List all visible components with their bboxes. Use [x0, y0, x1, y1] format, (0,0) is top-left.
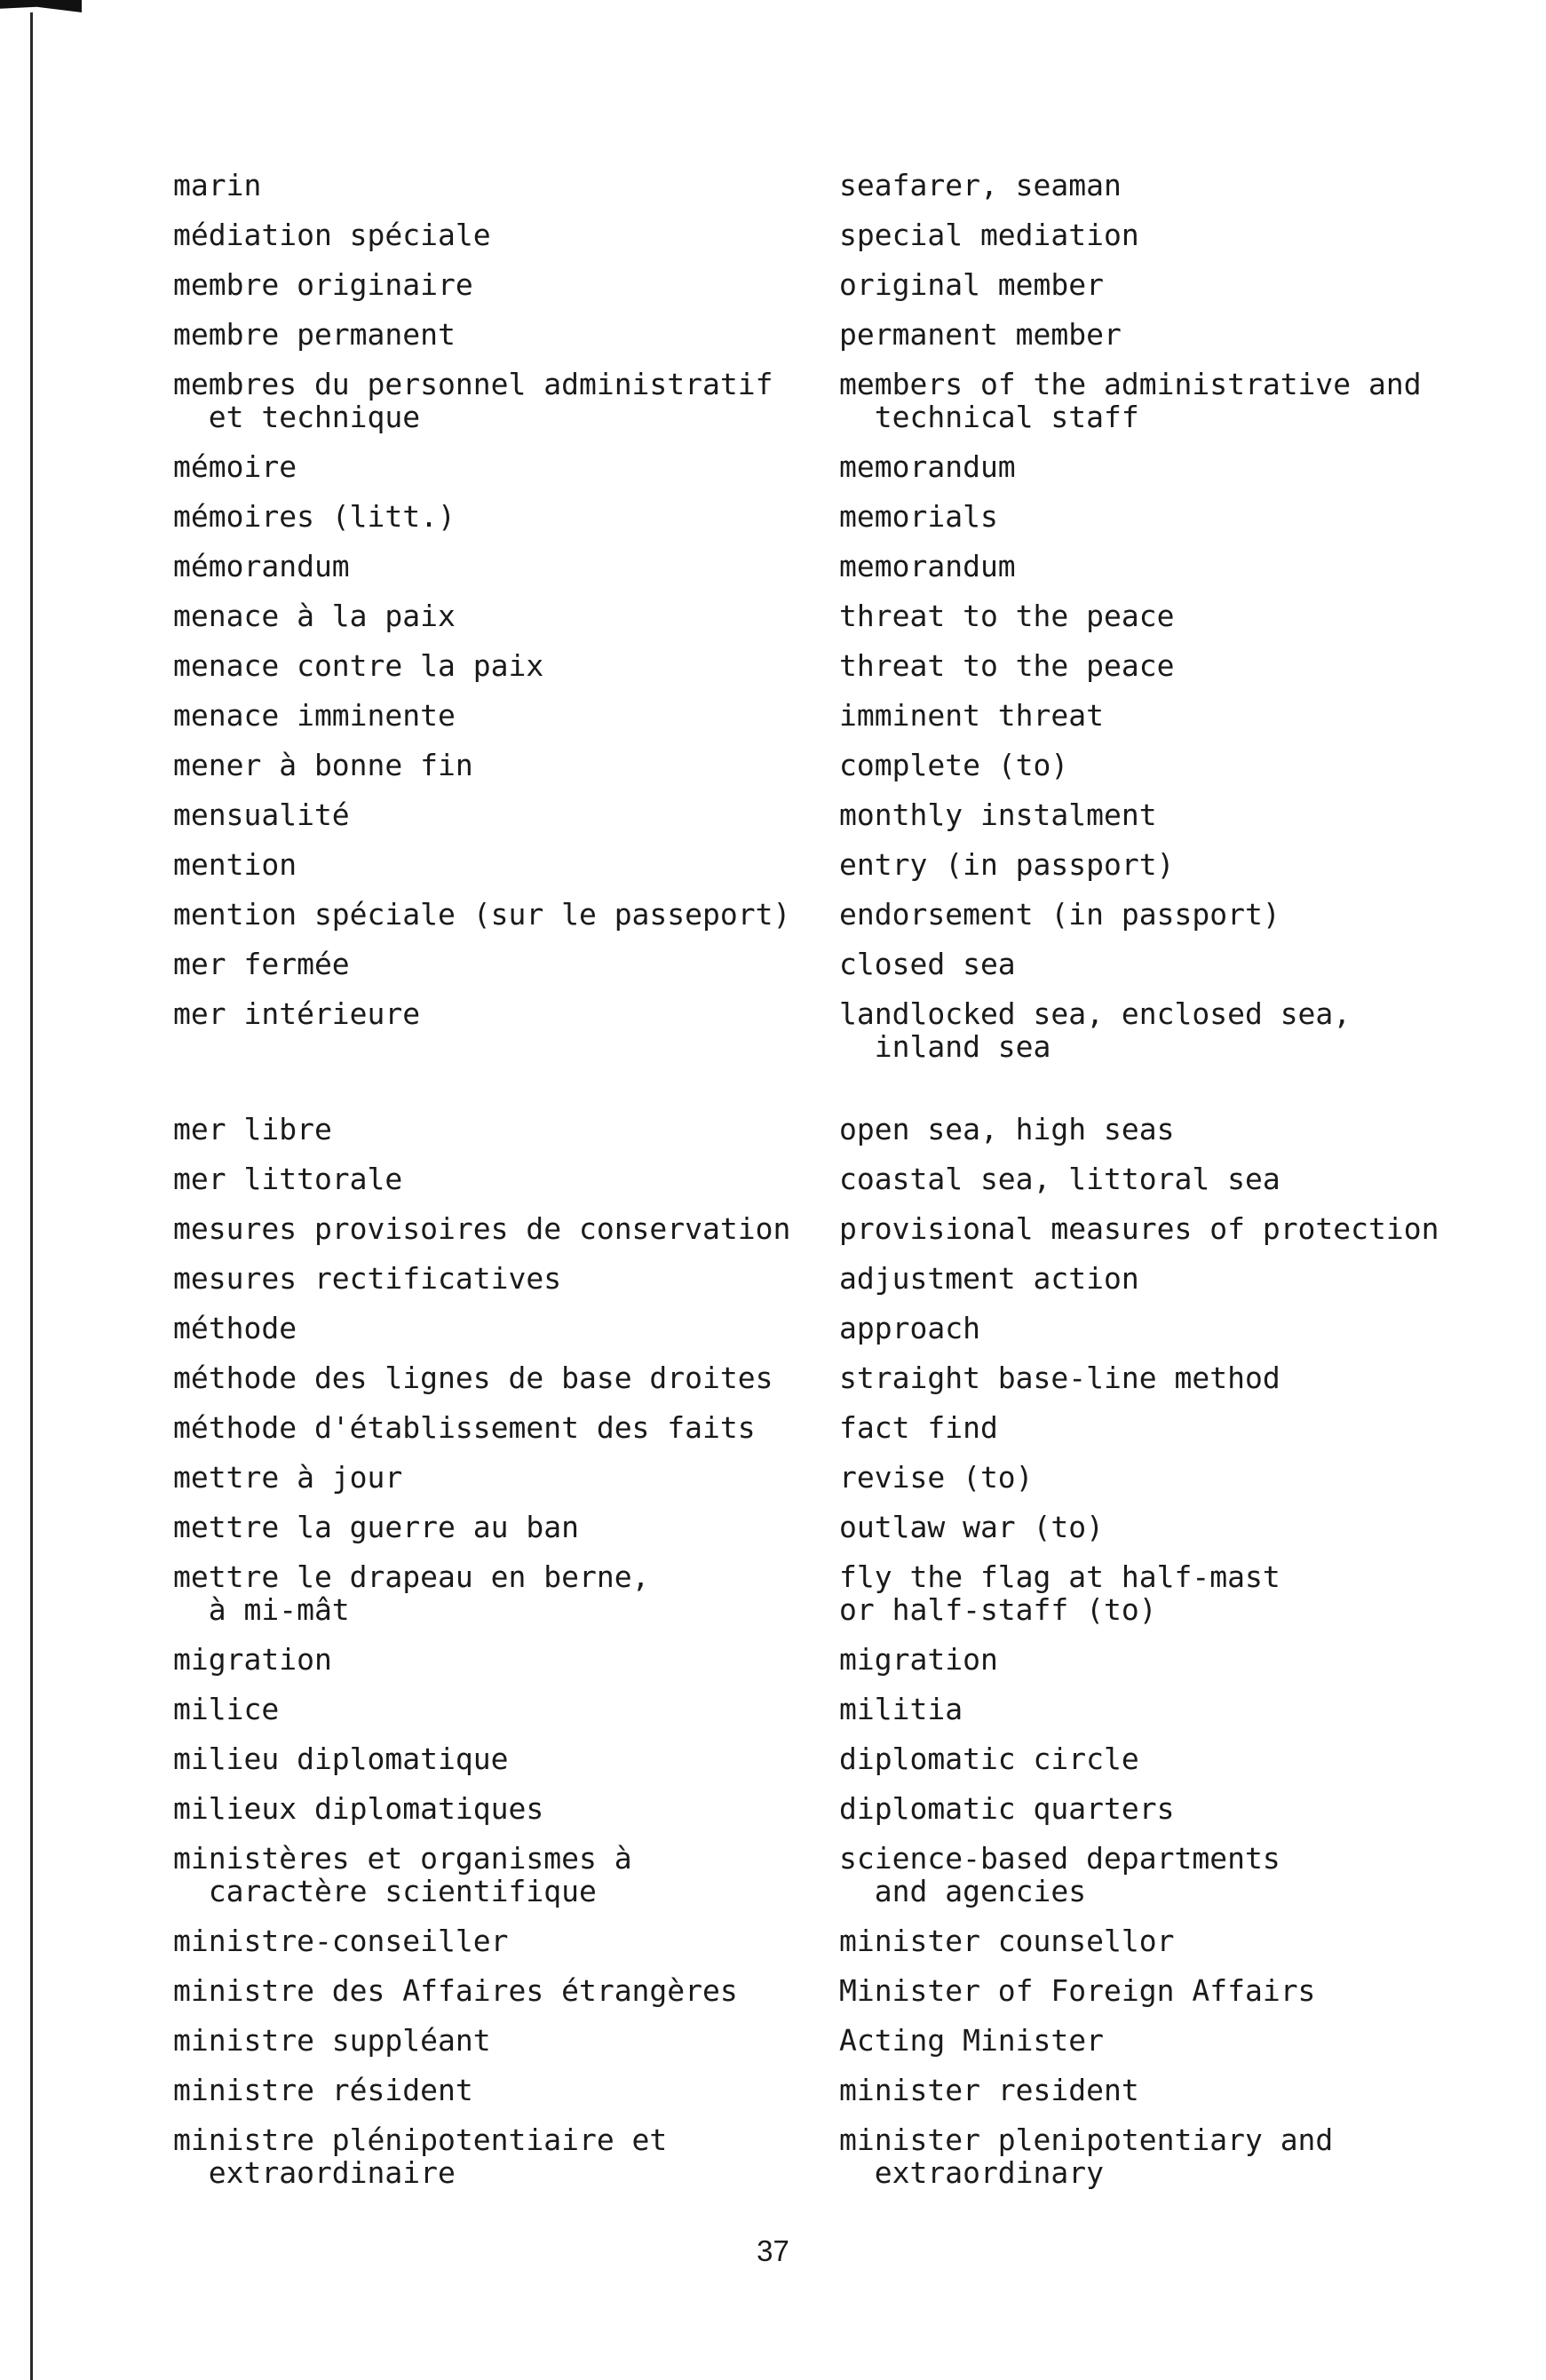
english-translation: straight base-line method — [839, 1361, 1280, 1395]
english-translation: memorials — [839, 499, 998, 534]
english-translation: landlocked sea, enclosed sea, inland sea — [839, 996, 1352, 1064]
glossary-entry — [173, 1162, 1416, 1195]
english-translation: fly the flag at half-mast or half-staff (to) — [839, 1559, 1280, 1627]
english-translation: special mediation — [839, 218, 1139, 252]
glossary-entry — [173, 1693, 1416, 1726]
english-translation: Minister of Foreign Affairs — [839, 1973, 1316, 2008]
french-term: membre permanent — [173, 317, 456, 352]
glossary-entry — [173, 268, 1416, 301]
english-translation: outlaw war (to) — [839, 1510, 1105, 1544]
english-translation: approach — [839, 1311, 980, 1345]
glossary-entry — [173, 749, 1416, 781]
english-translation: seafarer, seaman — [839, 168, 1122, 202]
glossary-entry — [173, 898, 1416, 931]
french-term: membre originaire — [173, 267, 473, 302]
glossary-entry — [173, 1511, 1416, 1543]
glossary-entry — [173, 450, 1416, 483]
glossary-entry — [173, 699, 1416, 732]
english-translation: minister counsellor — [839, 1924, 1175, 1958]
french-term: migration — [173, 1642, 332, 1677]
glossary-entry — [173, 2024, 1416, 2057]
french-term: menace imminente — [173, 698, 456, 733]
french-term: menace à la paix — [173, 599, 456, 633]
corner-scan-mark — [0, 0, 82, 12]
french-term: mensualité — [173, 797, 350, 832]
english-translation: minister resident — [839, 2073, 1139, 2107]
glossary-entry — [173, 2074, 1416, 2106]
glossary-entry — [173, 1643, 1416, 1676]
french-term: ministre plénipotentiaire et extraordinaire — [173, 2122, 668, 2190]
english-translation: coastal sea, littoral sea — [839, 1162, 1280, 1196]
glossary-entry — [173, 1312, 1416, 1345]
french-term: mener à bonne fin — [173, 748, 473, 782]
glossary-entry — [173, 1113, 1416, 1146]
french-term: mention — [173, 847, 297, 882]
french-term: ministre des Affaires étrangères — [173, 1973, 738, 2008]
english-translation: threat to the peace — [839, 648, 1175, 683]
french-term: mettre le drapeau en berne, à mi-mât — [173, 1559, 650, 1627]
glossary-entry — [173, 1560, 1416, 1626]
french-term: mettre la guerre au ban — [173, 1510, 579, 1544]
glossary-entry — [173, 1974, 1416, 2007]
glossary-entry — [173, 367, 1422, 434]
glossary-entry — [173, 798, 1416, 831]
english-translation: memorandum — [839, 549, 1016, 583]
glossary-entry — [173, 1924, 1416, 1957]
english-translation: entry (in passport) — [839, 847, 1175, 882]
english-translation: adjustment action — [839, 1261, 1139, 1296]
glossary-entry — [173, 1842, 1416, 1908]
english-translation: Acting Minister — [839, 2023, 1105, 2058]
french-term: mer intérieure — [173, 996, 421, 1031]
glossary-entry — [173, 2123, 1416, 2189]
french-term: mémoires (litt.) — [173, 499, 456, 534]
glossary-entry — [173, 1461, 1416, 1494]
french-term: mesures rectificatives — [173, 1261, 562, 1296]
english-translation: migration — [839, 1642, 998, 1677]
english-translation: minister plenipotentiary and extraordinary — [839, 2122, 1334, 2190]
english-translation: diplomatic quarters — [839, 1791, 1175, 1826]
glossary-entry — [173, 848, 1416, 881]
french-term: mention spéciale (sur le passeport) — [173, 897, 791, 932]
english-translation: provisional measures of protection — [839, 1211, 1439, 1246]
glossary-entry — [173, 649, 1416, 682]
glossary-entry — [173, 1211, 1439, 1246]
french-term: méthode d'établissement des faits — [173, 1410, 756, 1445]
glossary-entry — [173, 948, 1416, 980]
binding-edge-line — [30, 12, 33, 2380]
glossary-entry — [173, 599, 1416, 632]
french-term: méthode — [173, 1311, 297, 1345]
french-term: mer littorale — [173, 1162, 403, 1196]
english-translation: permanent member — [839, 317, 1122, 352]
page-number: 37 — [757, 2234, 789, 2267]
french-term: mémorandum — [173, 549, 350, 583]
glossary-entry — [173, 169, 1416, 202]
french-term: milice — [173, 1692, 280, 1726]
english-translation: endorsement (in passport) — [839, 897, 1280, 932]
glossary-entry — [173, 1792, 1416, 1825]
french-term: milieux diplomatiques — [173, 1791, 544, 1826]
glossary-list — [173, 168, 1439, 2206]
french-term: menace contre la paix — [173, 648, 544, 683]
glossary-entry — [173, 318, 1416, 351]
english-translation: original member — [839, 267, 1105, 302]
english-translation: militia — [839, 1692, 963, 1726]
glossary-entry — [173, 550, 1416, 583]
glossary-entry — [173, 1411, 1416, 1444]
glossary-entry — [173, 1262, 1416, 1295]
glossary-entry — [173, 218, 1416, 251]
english-translation: complete (to) — [839, 748, 1069, 782]
english-translation: revise (to) — [839, 1460, 1034, 1495]
french-term: marin — [173, 168, 262, 202]
english-translation: threat to the peace — [839, 599, 1175, 633]
french-term: méthode des lignes de base droites — [173, 1361, 773, 1395]
english-translation: open sea, high seas — [839, 1112, 1175, 1146]
english-translation: closed sea — [839, 947, 1016, 981]
french-term: mémoire — [173, 449, 297, 484]
french-term: mesures provisoires de conservation — [173, 1211, 791, 1246]
french-term: mer fermée — [173, 947, 350, 981]
glossary-entry — [173, 500, 1416, 533]
french-term: membres du personnel administratif et technique — [173, 367, 773, 434]
french-term: mer libre — [173, 1112, 332, 1146]
glossary-entry — [173, 1742, 1416, 1775]
french-term: milieu diplomatique — [173, 1741, 509, 1776]
french-term: mettre à jour — [173, 1460, 403, 1495]
english-translation: fact find — [839, 1410, 998, 1445]
french-term: ministre suppléant — [173, 2023, 491, 2058]
english-translation: diplomatic circle — [839, 1741, 1139, 1776]
english-translation: science-based departments and agencies — [839, 1841, 1280, 1908]
french-term: ministre-conseiller — [173, 1924, 509, 1958]
glossary-entry — [173, 997, 1416, 1063]
french-term: ministre résident — [173, 2073, 473, 2107]
english-translation: memorandum — [839, 449, 1016, 484]
english-translation: imminent threat — [839, 698, 1105, 733]
glossary-entry — [173, 1361, 1416, 1394]
french-term: ministères et organismes à caractère scientifique — [173, 1841, 632, 1908]
english-translation: monthly instalment — [839, 797, 1157, 832]
english-translation: members of the administrative and technical staff — [839, 367, 1422, 434]
french-term: médiation spéciale — [173, 218, 491, 252]
